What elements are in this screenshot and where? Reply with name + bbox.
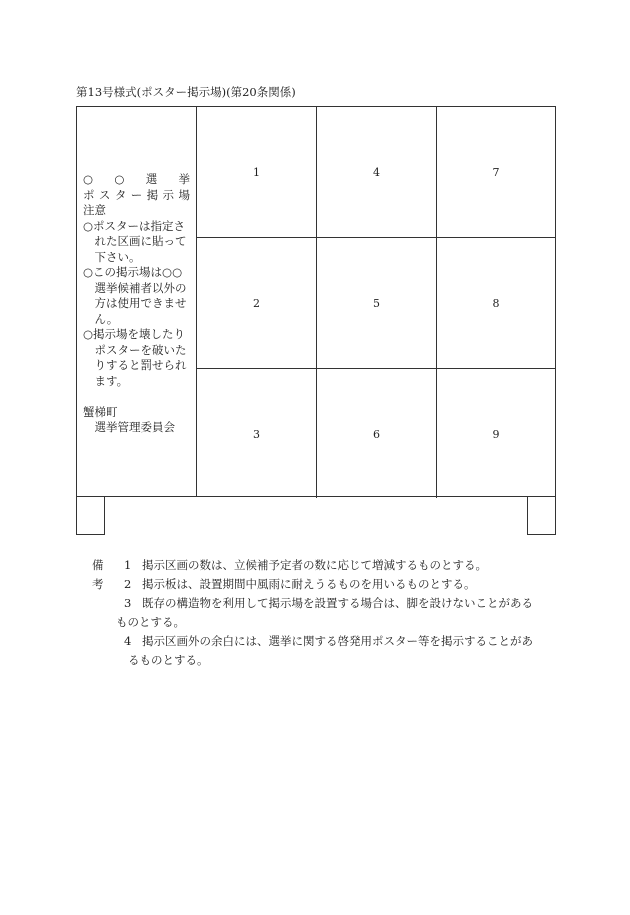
notice-item-line: ん。 <box>94 311 119 326</box>
heading-char: タ <box>114 187 127 202</box>
cell-number: 8 <box>492 297 500 310</box>
notice-item-line: ○この掲示場は○○ <box>83 265 183 279</box>
notice-town: 蟹梯町 <box>83 404 118 419</box>
remark-text: 既存の構造物を利用して掲示場を設置する場合は、脚を設けないことがある <box>142 596 533 610</box>
heading-char: 示 <box>162 187 175 202</box>
heading-char: 掲 <box>146 187 159 202</box>
poster-cell <box>197 107 317 238</box>
poster-cell <box>317 238 437 369</box>
notice-item-line: ○掲示場を壊したり <box>83 327 186 341</box>
board-leg-left <box>76 497 105 535</box>
heading-char: 選 <box>145 172 158 186</box>
board-leg-right <box>527 497 556 535</box>
form-title: 第13号様式(ポスター掲示場)(第20条関係) <box>76 85 296 99</box>
poster-cell <box>437 238 555 369</box>
cell-number: 7 <box>492 166 500 179</box>
cell-number: 3 <box>253 428 260 441</box>
remark-number: 4 <box>124 634 132 648</box>
cell-number: 4 <box>373 166 380 179</box>
cell-number: 9 <box>492 428 500 441</box>
remark-text: 掲示区画の数は、立候補予定者の数に応じて増減するものとする。 <box>142 558 487 572</box>
poster-cell <box>197 238 317 369</box>
cell-number: 5 <box>373 297 380 310</box>
poster-cell <box>437 107 555 238</box>
remark-text: ものとする。 <box>116 615 185 629</box>
remark-number: 2 <box>124 577 132 591</box>
notice-item-line: ポスターを破いた <box>94 342 187 357</box>
notice-item-line: りすると罰せられ <box>94 358 187 372</box>
heading-char: ○ <box>114 172 125 186</box>
cell-number: 1 <box>253 166 260 179</box>
heading-char: ス <box>98 187 111 202</box>
notice-item-line: ○ポスターは指定さ <box>83 218 186 233</box>
notice-item-line: ます。 <box>94 373 129 388</box>
heading-char: ○ <box>83 172 94 186</box>
remark-text: 掲示区画外の余白には、選挙に関する啓発用ポスター等を掲示することがあ <box>142 634 533 648</box>
poster-cell <box>317 107 437 238</box>
remark-number: 3 <box>124 596 132 610</box>
poster-grid <box>197 107 555 498</box>
remark-number: 1 <box>124 558 132 572</box>
notice-caution: 注意 <box>83 203 106 217</box>
cell-number: 6 <box>373 428 380 441</box>
heading-char: 挙 <box>178 172 190 186</box>
remark-text: るものとする。 <box>128 653 209 667</box>
notice-committee: 選挙管理委員会 <box>94 420 175 434</box>
poster-cell <box>437 369 555 498</box>
notice-panel <box>77 107 197 496</box>
notice-item-line: 選挙候補者以外の <box>94 280 187 295</box>
notice-item-line: 下さい。 <box>94 249 141 264</box>
notice-heading-bottom <box>83 188 190 204</box>
poster-cell <box>197 369 317 498</box>
heading-char: ポ <box>83 187 95 202</box>
remark-text: 掲示板は、設置期間中風雨に耐えうるものを用いるものとする。 <box>142 577 476 591</box>
notice-heading-top <box>83 172 190 188</box>
notice-item-line: れた区画に貼って <box>94 234 187 248</box>
notice-item-line: 方は使用できませ <box>94 296 187 310</box>
heading-char: ー <box>130 187 143 202</box>
heading-char: 場 <box>178 187 190 202</box>
remarks-label: 備考 <box>92 558 104 591</box>
cell-number: 2 <box>253 297 260 310</box>
poster-board <box>76 106 556 497</box>
poster-cell <box>317 369 437 498</box>
